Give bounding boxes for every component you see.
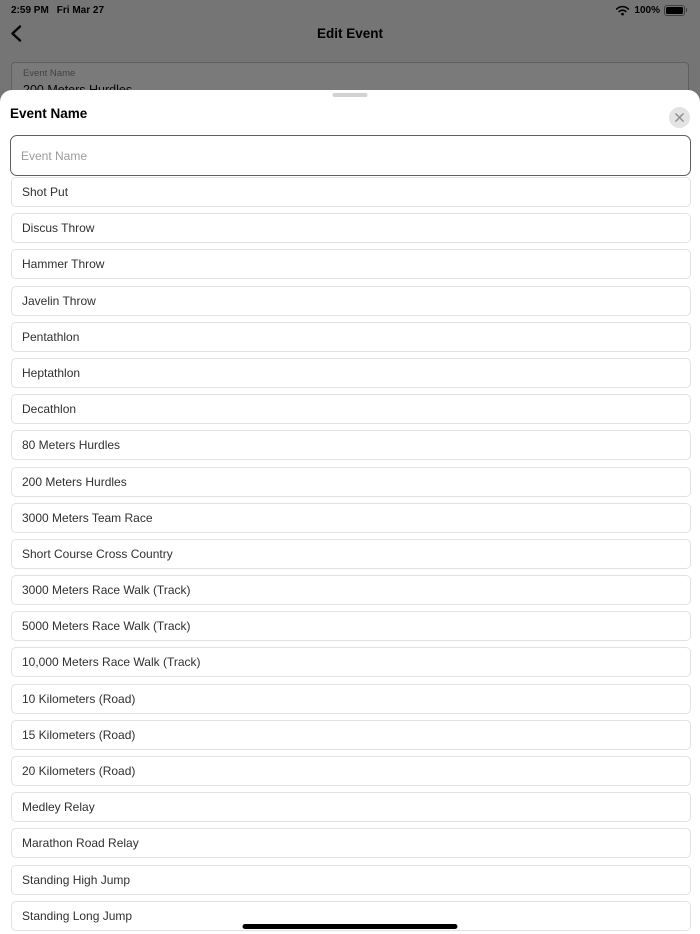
event-list-item-label: Medley Relay <box>22 800 95 815</box>
event-list-item[interactable] <box>11 575 691 605</box>
event-list-item[interactable] <box>11 539 691 569</box>
event-list-item-label: Heptathlon <box>22 365 81 380</box>
event-list-item-label: 5000 Meters Race Walk (Track) <box>22 619 191 634</box>
event-list-item-label: Discus Throw <box>22 221 95 236</box>
event-list-item[interactable] <box>11 611 691 641</box>
event-list-item[interactable] <box>11 503 691 533</box>
event-list-item-label: Hammer Throw <box>22 257 105 272</box>
event-list-item-label: Pentathlon <box>22 329 80 344</box>
event-list-item[interactable] <box>11 467 691 497</box>
event-list-item[interactable] <box>11 792 691 822</box>
event-list-item-label: 3000 Meters Race Walk (Track) <box>22 583 191 598</box>
event-list-item[interactable] <box>11 828 691 858</box>
event-list-item[interactable] <box>11 865 691 895</box>
close-button[interactable] <box>669 107 690 128</box>
event-list-item[interactable] <box>11 756 691 786</box>
event-list-item[interactable] <box>11 720 691 750</box>
sheet-grabber[interactable] <box>333 93 368 97</box>
event-list-item[interactable] <box>11 249 691 279</box>
event-list-item[interactable] <box>11 647 691 677</box>
event-list-item[interactable] <box>11 358 691 388</box>
event-list-item-label: Shot Put <box>22 185 69 199</box>
event-name-sheet <box>0 90 700 934</box>
event-list-item[interactable] <box>11 430 691 460</box>
event-list-item-label: 15 Kilometers (Road) <box>22 727 136 742</box>
event-list-item-label: Marathon Road Relay <box>22 836 139 851</box>
event-list-item-label: 200 Meters Hurdles <box>22 474 127 489</box>
event-list-item[interactable] <box>11 684 691 714</box>
event-list-item-label: Standing Long Jump <box>22 908 133 923</box>
event-list-item[interactable] <box>11 322 691 352</box>
event-list-item[interactable] <box>11 177 691 207</box>
event-list-item-label: Short Course Cross Country <box>22 546 173 561</box>
event-list-item[interactable] <box>11 394 691 424</box>
event-list-item[interactable] <box>11 286 691 316</box>
event-list <box>11 177 691 931</box>
event-list-item[interactable] <box>11 213 691 243</box>
sheet-title: Event Name <box>10 106 88 121</box>
event-list-item-label: Javelin Throw <box>22 293 96 308</box>
close-icon <box>675 113 684 122</box>
event-list-item-label: 80 Meters Hurdles <box>22 438 121 453</box>
home-indicator[interactable] <box>243 924 458 929</box>
event-list-item-label: 3000 Meters Team Race <box>22 510 153 525</box>
event-list-item-label: Decathlon <box>22 402 77 417</box>
event-list-item-label: 10 Kilometers (Road) <box>22 691 136 706</box>
event-list-item-label: 10,000 Meters Race Walk (Track) <box>22 655 201 670</box>
event-list-item-label: Standing High Jump <box>22 872 131 887</box>
event-name-input[interactable] <box>10 135 691 176</box>
event-list-item-label: 20 Kilometers (Road) <box>22 764 136 778</box>
